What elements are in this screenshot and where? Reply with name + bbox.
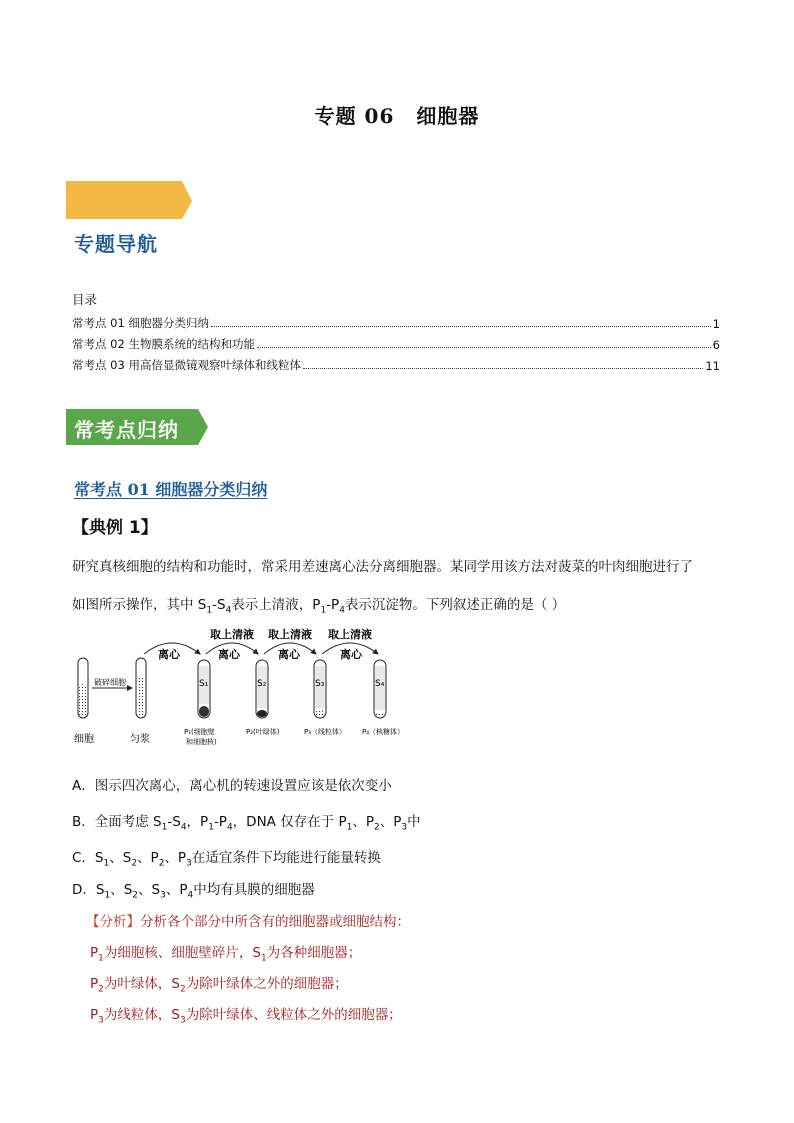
label-crush: 破碎细胞 — [94, 678, 126, 687]
svg-text:取上清液: 取上清液 — [268, 628, 312, 641]
toc-leader — [211, 326, 711, 327]
svg-text:P₁(细胞壁: P₁(细胞壁 — [184, 728, 215, 736]
svg-text:S₂: S₂ — [257, 679, 267, 689]
toc-entry[interactable] — [72, 355, 720, 373]
svg-text:P₂(叶绿体): P₂(叶绿体) — [246, 728, 280, 736]
question-stem-line1: 研究真核细胞的结构和功能时，常采用差速离心法分离细胞器。某同学用该方法对菠菜的叶肉细胞进行了 — [72, 559, 693, 575]
svg-text:和细胞核): 和细胞核) — [186, 738, 217, 746]
option-c[interactable]: C．$S_1$、$S_2$、$P_2$、$P_3$在适宜条件下均能进行能量转换 — [72, 850, 381, 869]
example-title: 【典例 1】 — [72, 518, 158, 538]
toc-entry-text: 常考点 03 用高倍显微镜观察叶绿体和线粒体 — [72, 358, 301, 372]
toc-entry-page: 6 — [712, 338, 720, 352]
svg-text:取上清液: 取上清液 — [210, 628, 254, 641]
analysis-line-3: $P_3$为线粒体，$S_3$为除叶绿体、线粒体之外的细胞器； — [90, 1007, 402, 1026]
svg-text:S₁: S₁ — [199, 679, 209, 689]
svg-text:S₃: S₃ — [315, 679, 325, 689]
option-b[interactable]: B．全面考虑 $S_1-S_4$，$P_1-P_4$，DNA 仅存在于 $P_1$、$P_2$、$P_3$中 — [72, 814, 421, 833]
label-homogenate: 匀浆 — [130, 734, 150, 745]
title-number: 专题 06 — [314, 104, 395, 128]
toc-label: 目录 — [72, 292, 98, 307]
toc-entry-page: 11 — [705, 359, 720, 373]
nav-heading: 专题导航 — [74, 232, 158, 256]
analysis-line-2: $P_2$为叶绿体，$S_2$为除叶绿体之外的细胞器； — [90, 976, 348, 995]
analysis-line-1: $P_1$为细胞核、细胞壁碎片，$S_1$为各种细胞器； — [90, 945, 362, 964]
toc-leader — [303, 368, 703, 369]
toc-entry-page: 1 — [712, 317, 720, 331]
tube-s2 — [256, 660, 268, 718]
section-banner-label: 常考点归纳 — [74, 418, 179, 442]
tube-s4 — [374, 660, 386, 718]
toc-entry-text: 常考点 01 细胞器分类归纳 — [72, 316, 209, 330]
tube-homogenate — [136, 658, 146, 718]
question-stem-line2: 如图所示操作，其中 $S_1-S_4$表示上清液，$P_1-P_4$表示沉淀物。下列叙述正确的是（ ） — [72, 597, 566, 616]
option-a[interactable]: A．图示四次离心，离心机的转速设置应该是依次变小 — [72, 778, 392, 794]
svg-text:离心: 离心 — [278, 648, 300, 661]
svg-text:P₃（线粒体）: P₃（线粒体） — [304, 728, 347, 736]
svg-text:离心: 离心 — [218, 648, 240, 661]
option-d[interactable]: D．$S_1$、$S_2$、$S_3$、$P_4$中均有具膜的细胞器 — [72, 882, 315, 901]
toc-leader — [257, 347, 711, 348]
toc-entry[interactable] — [72, 313, 720, 331]
section-heading[interactable]: 常考点 01 细胞器分类归纳 — [74, 480, 268, 499]
svg-text:取上清液: 取上清液 — [328, 628, 372, 641]
toc-entry[interactable] — [72, 334, 720, 352]
label-cell: 细胞 — [74, 734, 94, 745]
tube-s3 — [314, 660, 326, 718]
svg-text:P₄（核糖体）: P₄（核糖体） — [362, 728, 405, 736]
nav-banner-shape — [66, 181, 196, 221]
page-title — [0, 100, 794, 129]
title-topic: 细胞器 — [416, 104, 480, 128]
tube-cell — [78, 658, 88, 718]
svg-text:离心: 离心 — [158, 648, 180, 661]
svg-text:S₄: S₄ — [375, 679, 385, 689]
analysis-tag: 【分析】 — [86, 914, 140, 930]
analysis-intro: 【分析】分析各个部分中所含有的细胞器或细胞结构： — [86, 914, 410, 930]
toc-entry-text: 常考点 02 生物膜系统的结构和功能 — [72, 337, 255, 351]
centrifugation-figure — [72, 626, 422, 748]
svg-text:离心: 离心 — [340, 648, 362, 661]
tube-s1 — [198, 660, 210, 718]
